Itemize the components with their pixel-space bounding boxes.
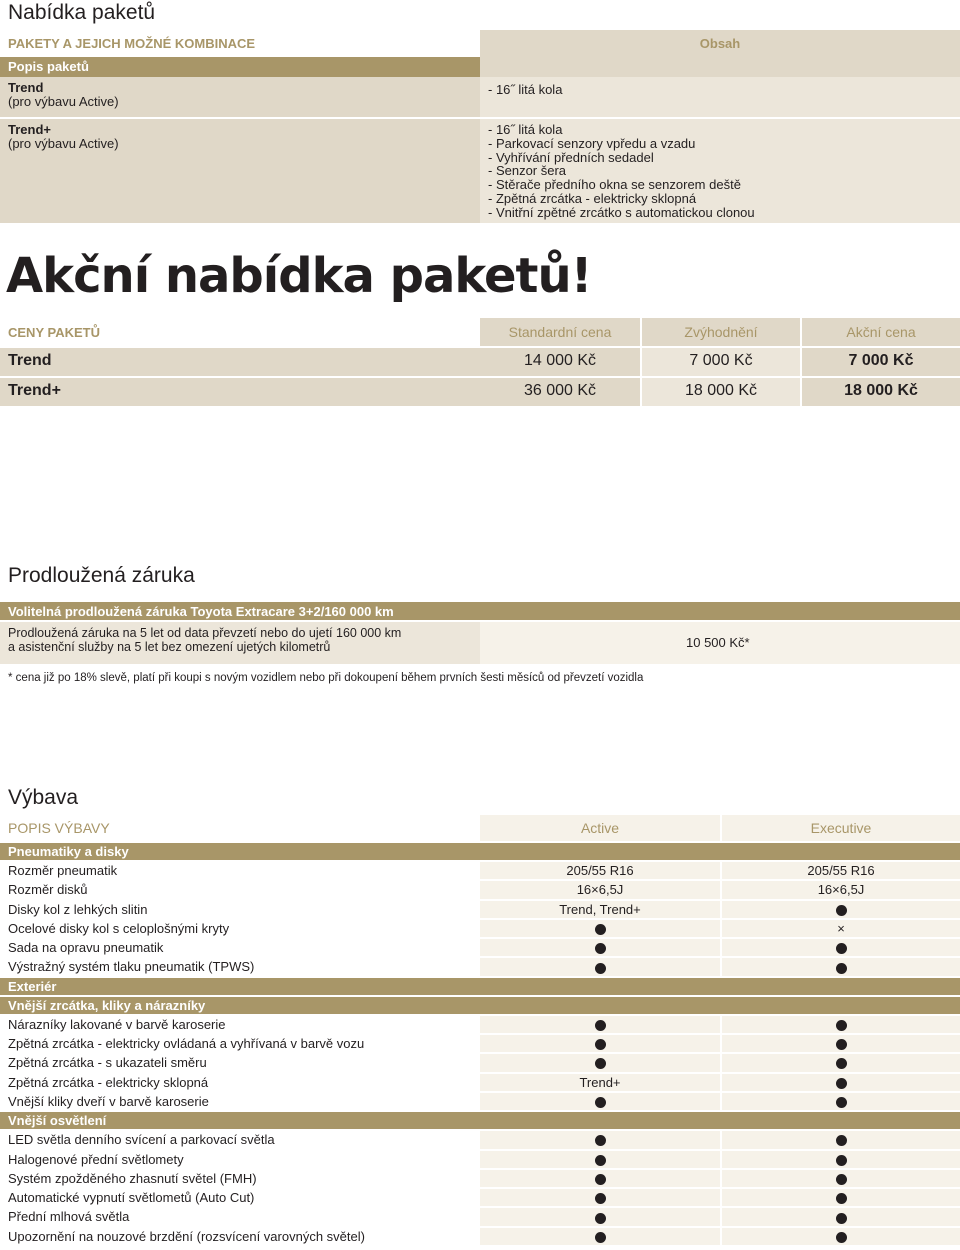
package-content-line: - Parkovací senzory vpředu a vzadu (488, 135, 696, 151)
filled-circle-icon (836, 1232, 847, 1243)
standard-dot-icon (720, 1228, 960, 1245)
packages-table (0, 30, 960, 223)
filled-circle-icon (836, 1213, 847, 1224)
package-content-line: - Zpětná zrcátka - elektricky sklopná (488, 190, 697, 206)
equipment-row (0, 1170, 960, 1187)
equipment-row (0, 881, 960, 898)
standard-dot-icon (480, 1035, 720, 1052)
equipment-row-label: Zpětná zrcátka - s ukazateli směru (8, 1055, 207, 1071)
warranty-text-line: a asistenční služby na 5 let bez omezení ujetých kilometrů (8, 640, 331, 654)
filled-circle-icon (595, 1097, 606, 1108)
filled-circle-icon (836, 1078, 847, 1089)
filled-circle-icon (595, 1193, 606, 1204)
col-standard-price: Standardní cena (480, 318, 640, 346)
price-row-name: Trend (0, 348, 480, 376)
equipment-row-label: Upozornění na nouzové brzdění (rozsvícení varovných světel) (8, 1228, 365, 1244)
standard-dot-icon (480, 1054, 720, 1071)
equipment-row (0, 1131, 960, 1148)
filled-circle-icon (595, 1232, 606, 1243)
packages-title: Nabídka paketů (8, 1, 156, 24)
warranty-price: 10 500 Kč* (480, 622, 960, 664)
price-promo: 7 000 Kč (800, 348, 960, 376)
package-content-line: - 16˝ litá kola (488, 122, 563, 137)
equipment-row-label: Halogenové přední světlomety (8, 1151, 184, 1167)
package-note: (pro výbavu Active) (8, 136, 119, 151)
col-discount: Zvýhodnění (640, 318, 800, 346)
equipment-row-label: LED světla denního svícení a parkovací světla (8, 1132, 275, 1148)
warranty-table (0, 602, 960, 664)
equipment-row (0, 1035, 960, 1052)
packages-label: PAKETY A JEJICH MOŽNÉ KOMBINACE (8, 36, 256, 51)
standard-dot-icon (480, 1228, 720, 1245)
standard-dot-icon (720, 901, 960, 918)
equipment-row (0, 901, 960, 918)
equipment-row-label: Vnější kliky dveří v barvě karoserie (8, 1093, 209, 1109)
filled-circle-icon (836, 1020, 847, 1031)
equipment-row (0, 1093, 960, 1110)
col-executive: Executive (720, 815, 960, 841)
standard-dot-icon (480, 1189, 720, 1206)
equipment-row-label: Výstražný systém tlaku pneumatik (TPWS) (8, 959, 255, 975)
filled-circle-icon (836, 1193, 847, 1204)
price-standard: 14 000 Kč (480, 348, 640, 376)
equipment-row (0, 1151, 960, 1168)
equipment-value: Trend+ (480, 1074, 720, 1091)
standard-dot-icon (480, 1208, 720, 1225)
equipment-table (0, 815, 960, 1245)
filled-circle-icon (836, 905, 847, 916)
warranty-text-line: Prodloužená záruka na 5 let od data převzetí nebo do ujetí 160 000 km (8, 626, 402, 640)
standard-dot-icon (720, 939, 960, 956)
promo-title: Akční nabídka paketů! (6, 248, 592, 304)
filled-circle-icon (836, 1058, 847, 1069)
equipment-group-header: Vnější osvětlení (0, 1112, 960, 1129)
package-content-line: - Stěrače předního okna se senzorem deště (488, 177, 741, 193)
equipment-row-label: Zpětná zrcátka - elektricky sklopná (8, 1074, 209, 1090)
price-row-name: Trend+ (0, 378, 480, 406)
equipment-row (0, 958, 960, 975)
standard-dot-icon (480, 1131, 720, 1148)
filled-circle-icon (595, 1155, 606, 1166)
filled-circle-icon (836, 1174, 847, 1185)
standard-dot-icon (480, 1093, 720, 1110)
package-row-trend-plus (0, 119, 960, 223)
package-name: Trend+ (8, 122, 51, 137)
standard-dot-icon (720, 1074, 960, 1091)
standard-dot-icon (480, 939, 720, 956)
equipment-row (0, 1054, 960, 1071)
col-promo-price: Akční cena (800, 318, 960, 346)
package-content-line: - Senzor šera (488, 163, 567, 179)
equipment-row-label: Sada na opravu pneumatik (8, 940, 164, 956)
equipment-row-label: Automatické vypnutí světlometů (Auto Cut) (8, 1190, 255, 1206)
equipment-row (0, 1074, 960, 1091)
filled-circle-icon (595, 1213, 606, 1224)
standard-dot-icon (480, 1016, 720, 1033)
package-note: (pro výbavu Active) (8, 94, 119, 109)
equipment-row (0, 1016, 960, 1033)
filled-circle-icon (595, 1174, 606, 1185)
warranty-title: Prodloužená záruka (8, 564, 195, 587)
standard-dot-icon (480, 1151, 720, 1168)
equipment-row-label: Ocelové disky kol s celoplošnými kryty (8, 920, 230, 936)
package-content-line: - Vyhřívání předních sedadel (488, 149, 654, 165)
standard-dot-icon (720, 1170, 960, 1187)
filled-circle-icon (595, 943, 606, 954)
equipment-row (0, 1228, 960, 1245)
price-row-trend (0, 348, 960, 376)
not-available-icon: × (720, 920, 960, 937)
price-promo: 18 000 Kč (800, 378, 960, 406)
col-active: Active (480, 815, 720, 841)
filled-circle-icon (595, 1135, 606, 1146)
equipment-row-label: Disky kol z lehkých slitin (8, 901, 148, 917)
package-content-line: - 16˝ litá kola (488, 82, 563, 97)
content-header: Obsah (480, 30, 960, 57)
equipment-group-header: Pneumatiky a disky (0, 843, 960, 860)
equipment-row-label: Systém zpožděného zhasnutí světel (FMH) (8, 1170, 257, 1186)
filled-circle-icon (836, 1155, 847, 1166)
standard-dot-icon (720, 1151, 960, 1168)
filled-circle-icon (595, 924, 606, 935)
filled-circle-icon (836, 963, 847, 974)
equipment-group-header: Exteriér (0, 978, 960, 995)
standard-dot-icon (720, 1035, 960, 1052)
price-standard: 36 000 Kč (480, 378, 640, 406)
equipment-row (0, 1189, 960, 1206)
equipment-row-label: Rozměr pneumatik (8, 863, 118, 878)
equipment-value: Trend, Trend+ (480, 901, 720, 918)
standard-dot-icon (720, 1131, 960, 1148)
standard-dot-icon (720, 1189, 960, 1206)
filled-circle-icon (595, 1039, 606, 1050)
equipment-row (0, 862, 960, 879)
equipment-row-label: Rozměr disků (8, 882, 88, 898)
package-name: Trend (8, 80, 44, 95)
standard-dot-icon (720, 1208, 960, 1225)
price-row-trend-plus (0, 378, 960, 406)
packages-band: Popis paketů (0, 57, 480, 77)
equipment-title: Výbava (8, 786, 79, 809)
price-discount: 18 000 Kč (640, 378, 800, 406)
standard-dot-icon (720, 958, 960, 975)
equipment-value: 205/55 R16 (480, 862, 720, 879)
filled-circle-icon (595, 1020, 606, 1031)
equipment-row (0, 939, 960, 956)
filled-circle-icon (595, 1058, 606, 1069)
equipment-group-header: Vnější zrcátka, kliky a nárazníky (0, 997, 960, 1014)
prices-label: CENY PAKETŮ (8, 325, 100, 340)
filled-circle-icon (836, 1039, 847, 1050)
equipment-value: 16×6,5J (480, 881, 720, 898)
package-row-trend (0, 77, 960, 117)
standard-dot-icon (720, 1093, 960, 1110)
equipment-row-label: Přední mlhová světla (8, 1209, 130, 1225)
standard-dot-icon (720, 1016, 960, 1033)
warranty-band: Volitelná prodloužená záruka Toyota Extracare 3+2/160 000 km (0, 602, 960, 620)
standard-dot-icon (480, 958, 720, 975)
filled-circle-icon (836, 943, 847, 954)
equipment-value: 205/55 R16 (720, 862, 960, 879)
warranty-note: * cena již po 18% slevě, platí při koupi s novým vozidlem nebo při dokoupení během prvních šesti měsíců od převzetí vozidla (8, 672, 644, 684)
equipment-row (0, 1208, 960, 1225)
equipment-row-label: Zpětná zrcátka - elektricky ovládaná a vyhřívaná v barvě vozu (8, 1036, 365, 1052)
standard-dot-icon (720, 1054, 960, 1071)
equipment-label: POPIS VÝBAVY (8, 820, 110, 836)
package-content-line: - Vnitřní zpětné zrcátko s automatickou clonou (488, 204, 755, 220)
filled-circle-icon (836, 1097, 847, 1108)
standard-dot-icon (480, 1170, 720, 1187)
filled-circle-icon (836, 1135, 847, 1146)
equipment-row-label: Nárazníky lakované v barvě karoserie (8, 1016, 226, 1032)
price-discount: 7 000 Kč (640, 348, 800, 376)
equipment-row (0, 920, 960, 937)
prices-table (0, 318, 960, 406)
filled-circle-icon (595, 963, 606, 974)
standard-dot-icon (480, 920, 720, 937)
equipment-value: 16×6,5J (720, 881, 960, 898)
